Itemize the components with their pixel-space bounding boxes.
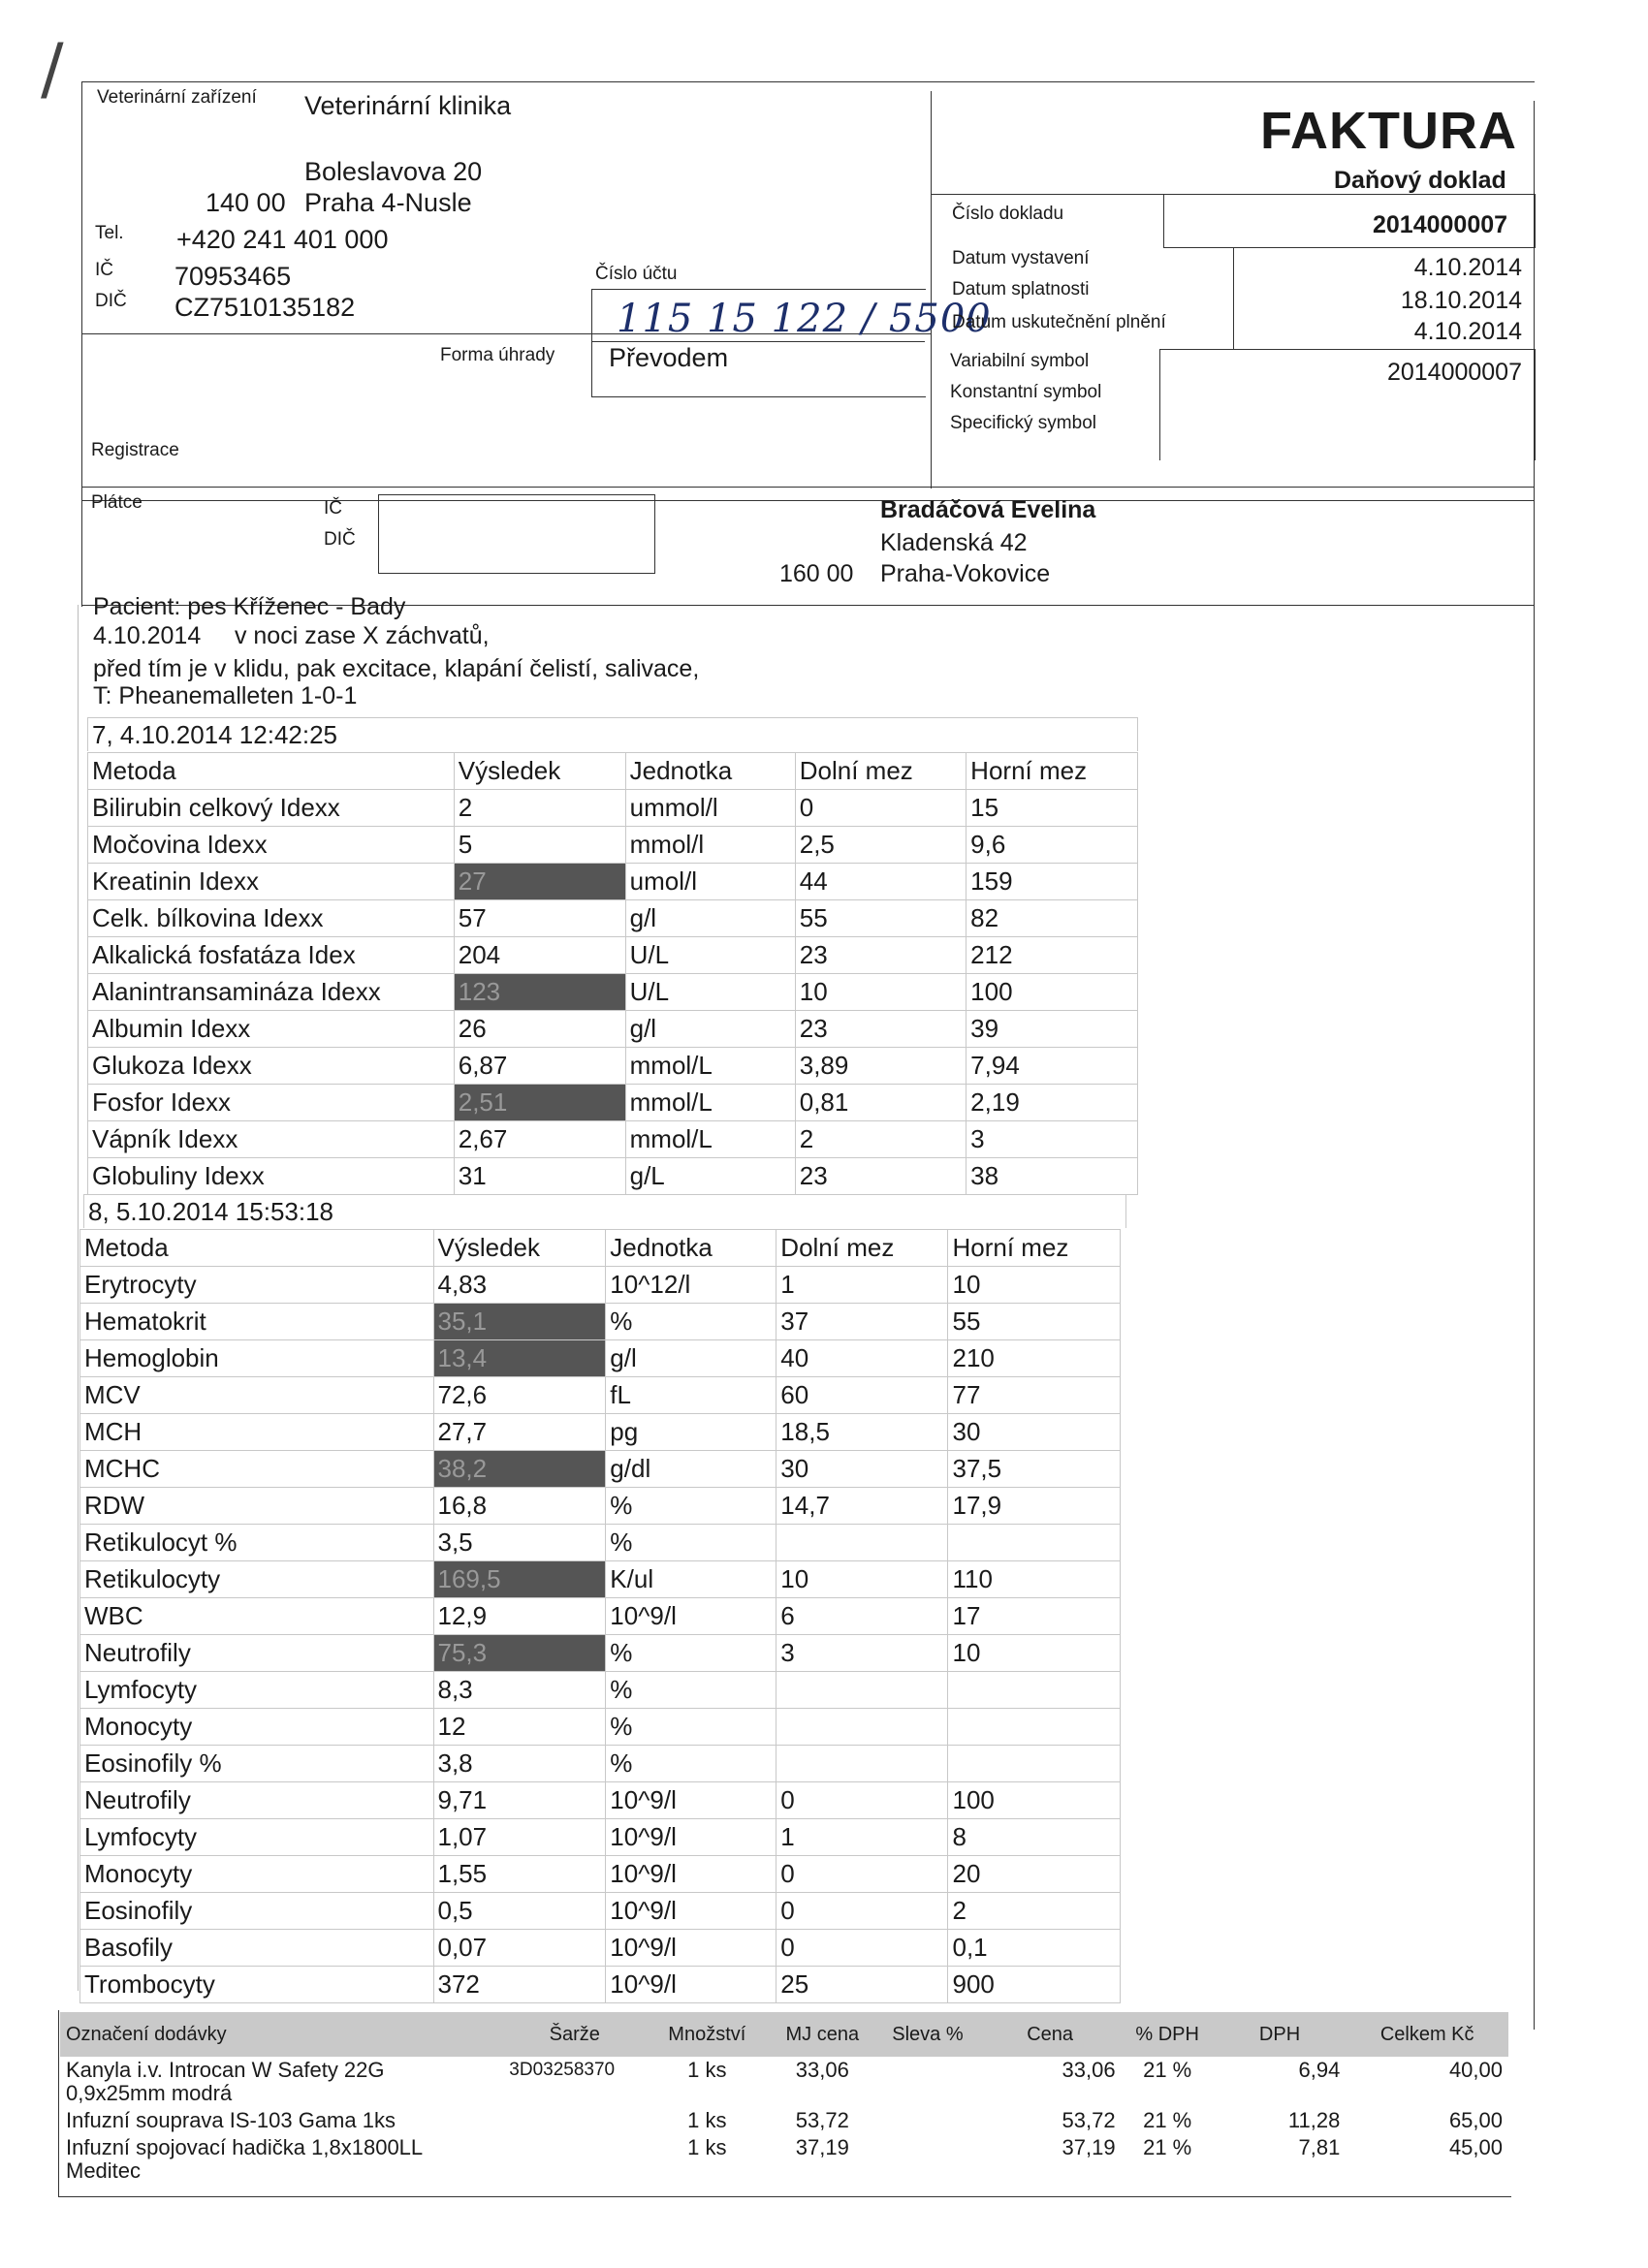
lab2-row: [80, 1267, 1121, 1304]
lab2-row: [80, 1967, 1121, 2003]
lab2-cell: [948, 1746, 1121, 1782]
items-header-cell: Celkem Kč: [1379, 2023, 1474, 2045]
item-batch-cell: [503, 2107, 646, 2134]
lab2-cell: %: [606, 1672, 776, 1709]
lab1-cell: Kreatinin Idexx: [88, 864, 455, 900]
lab1-cell: 3,89: [795, 1048, 966, 1085]
account-handwritten: 115 15 122 / 5500: [617, 297, 992, 341]
lab2-caption: 8, 5.10.2014 15:53:18: [83, 1194, 1126, 1228]
lab1-cell: Glukoza Idexx: [88, 1048, 455, 1085]
doc-no: 2014000007: [1373, 211, 1508, 238]
lab2-cell: [776, 1709, 948, 1746]
var-symbol-label: Variabilní symbol: [950, 351, 1090, 371]
lab2-cell: 8: [948, 1819, 1121, 1856]
lab2-cell: %: [606, 1488, 776, 1525]
lab2-result-cell: 9,71: [433, 1782, 606, 1819]
const-symbol-label: Konstantní symbol: [950, 382, 1102, 402]
doc-no-label: Číslo dokladu: [952, 204, 1064, 224]
item-vat-pct-cell: 21 %: [1143, 2108, 1192, 2132]
item-name-cell: [60, 2057, 503, 2107]
item-batch-cell: [503, 2134, 646, 2185]
lab2-cell: 20: [948, 1856, 1121, 1893]
payer-street: Kladenská 42: [880, 529, 1028, 556]
lab2-cell: Monocyty: [80, 1856, 434, 1893]
lab2-row: [80, 1930, 1121, 1967]
lab2-result-cell: 8,3: [433, 1672, 606, 1709]
page-mark: /: [41, 29, 64, 109]
lab2-header-cell: Jednotka: [606, 1230, 776, 1267]
lab2-cell: 6: [776, 1598, 948, 1635]
lab2-row: [80, 1635, 1121, 1672]
lab1-cell: Globuliny Idexx: [88, 1158, 455, 1195]
lab1-cell: 23: [795, 937, 966, 974]
lab2-cell: Lymfocyty: [80, 1819, 434, 1856]
item-total-cell: 45,00: [1448, 2135, 1503, 2159]
lab2-cell: Neutrofily: [80, 1635, 434, 1672]
lab2-cell: 10: [776, 1561, 948, 1598]
lab1-cell: Vápník Idexx: [88, 1121, 455, 1158]
lab1-result-cell: 5: [454, 827, 625, 864]
lab2-result-cell: 3,5: [433, 1525, 606, 1561]
lab2-result-cell: 13,4: [433, 1340, 606, 1377]
lab2-cell: 10^9/l: [606, 1782, 776, 1819]
lab2-cell: 17,9: [948, 1488, 1121, 1525]
item-row: [60, 2107, 1508, 2134]
item-row: [60, 2134, 1508, 2185]
item-name: Kanyla i.v. Introcan W Safety 22G: [66, 2058, 385, 2082]
lab2-cell: Lymfocyty: [80, 1672, 434, 1709]
lab2-cell: Neutrofily: [80, 1782, 434, 1819]
lab1-header-row: [88, 753, 1138, 790]
lab2-cell: g/dl: [606, 1451, 776, 1488]
lab1-cell: 159: [967, 864, 1138, 900]
lab2-row: [80, 1893, 1121, 1930]
lab2-row: [80, 1672, 1121, 1709]
lab2-cell: Erytrocyty: [80, 1267, 434, 1304]
lab1-cell: mmol/l: [625, 827, 795, 864]
invoice-title: FAKTURA: [1260, 102, 1517, 160]
lab2-cell: %: [606, 1709, 776, 1746]
item-price-cell: 53,72: [1062, 2108, 1116, 2132]
lab2-cell: MCV: [80, 1377, 434, 1414]
lab2-result-cell: 3,8: [433, 1746, 606, 1782]
supplier-name: Veterinární klinika: [304, 91, 512, 120]
lab2-cell: Eosinofily: [80, 1893, 434, 1930]
lab1-cell: 0: [795, 790, 966, 827]
lab2-row: [80, 1819, 1121, 1856]
item-qty-cell: 1 ks: [687, 2058, 727, 2082]
lab2-result-cell: 12: [433, 1709, 606, 1746]
lab2-cell: 10^9/l: [606, 1893, 776, 1930]
lab2-cell: 30: [776, 1451, 948, 1488]
item-price-cell: 33,06: [1062, 2058, 1116, 2082]
lab1-result-cell: 27: [454, 864, 625, 900]
lab1-cell: 38: [967, 1158, 1138, 1195]
lab1-result-cell: 57: [454, 900, 625, 937]
payer-city: Praha-Vokovice: [880, 560, 1051, 587]
history-note: 4.10.2014 v noci zase X záchvatů,: [93, 622, 490, 649]
lab2-cell: 18,5: [776, 1414, 948, 1451]
payer-name: Bradáčová Evelina: [880, 496, 1096, 523]
lab2-cell: fL: [606, 1377, 776, 1414]
lab2-cell: 0: [776, 1782, 948, 1819]
lab2-row: [80, 1377, 1121, 1414]
item-name-line2: 0,9x25mm modrá: [66, 2081, 233, 2105]
lab1-cell: Fosfor Idexx: [88, 1085, 455, 1121]
lab1-row: [88, 1048, 1138, 1085]
lab1-row: [88, 937, 1138, 974]
lab2-cell: 0: [776, 1930, 948, 1967]
lab1-row: [88, 790, 1138, 827]
payment-method: Převodem: [609, 343, 729, 372]
items-header-cell: Množství: [668, 2023, 746, 2045]
lab1-row: [88, 1085, 1138, 1121]
lab2-cell: 17: [948, 1598, 1121, 1635]
lab2-cell: 40: [776, 1340, 948, 1377]
issue-date: 4.10.2014: [1413, 254, 1522, 281]
item-unit-cell: 53,72: [795, 2108, 849, 2132]
lab1-cell: mmol/L: [625, 1048, 795, 1085]
lab2-cell: 10: [948, 1267, 1121, 1304]
due-label: Datum splatnosti: [952, 279, 1090, 299]
supplier-ic: 70953465: [174, 262, 292, 291]
lab1-result-cell: 6,87: [454, 1048, 625, 1085]
lab2-cell: %: [606, 1525, 776, 1561]
lab2-result-cell: 12,9: [433, 1598, 606, 1635]
lab2-cell: 900: [948, 1967, 1121, 2003]
lab1-row: [88, 1011, 1138, 1048]
lab1-result-cell: 26: [454, 1011, 625, 1048]
lab1-cell: 100: [967, 974, 1138, 1011]
item-total-cell: 65,00: [1448, 2108, 1503, 2132]
lab1-cell: 15: [967, 790, 1138, 827]
items-table: [60, 2012, 1508, 2185]
items-header-cell: Označení dodávky: [66, 2023, 227, 2045]
lab1-result-cell: 204: [454, 937, 625, 974]
lab1-row: [88, 864, 1138, 900]
lab2-result-cell: 16,8: [433, 1488, 606, 1525]
lab1-cell: 23: [795, 1158, 966, 1195]
lab2-row: [80, 1488, 1121, 1525]
lab1-caption: 7, 4.10.2014 12:42:25: [87, 717, 1138, 751]
lab2-cell: 10^9/l: [606, 1819, 776, 1856]
lab2-cell: Eosinofily %: [80, 1746, 434, 1782]
lab2-row: [80, 1304, 1121, 1340]
supplier-street: Boleslavova 20: [304, 157, 483, 186]
lab2-cell: 60: [776, 1377, 948, 1414]
lab2-cell: 10^9/l: [606, 1856, 776, 1893]
lab2-cell: Basofily: [80, 1930, 434, 1967]
item-batch-cell: 3D03258370: [509, 2060, 616, 2080]
lab2-cell: 10: [948, 1635, 1121, 1672]
lab1-cell: 2: [795, 1121, 966, 1158]
item-qty-cell: 1 ks: [687, 2108, 727, 2132]
lab1-header-cell: Horní mez: [967, 753, 1138, 790]
items-header-cell: Sleva %: [892, 2023, 964, 2045]
lab1-row: [88, 827, 1138, 864]
lab1-header-cell: Metoda: [88, 753, 455, 790]
lab2-row: [80, 1598, 1121, 1635]
payer-id-box: [378, 494, 655, 574]
lab2-result-cell: 372: [433, 1967, 606, 2003]
lab2-cell: 2: [948, 1893, 1121, 1930]
lab2-table: [79, 1229, 1121, 2003]
lab2-cell: 10^12/l: [606, 1267, 776, 1304]
lab2-result-cell: 75,3: [433, 1635, 606, 1672]
lab2-cell: 210: [948, 1340, 1121, 1377]
lab1-cell: 0,81: [795, 1085, 966, 1121]
lab2-cell: 37,5: [948, 1451, 1121, 1488]
lab2-cell: %: [606, 1746, 776, 1782]
lab2-result-cell: 35,1: [433, 1304, 606, 1340]
lab2-result-cell: 27,7: [433, 1414, 606, 1451]
items-header-cell: Šarže: [549, 2023, 600, 2045]
supplier-dic: CZ7510135182: [174, 293, 356, 322]
lab2-cell: [776, 1525, 948, 1561]
lab2-cell: 1: [776, 1267, 948, 1304]
lab2-cell: 110: [948, 1561, 1121, 1598]
lab1-result-cell: 2,51: [454, 1085, 625, 1121]
lab2-cell: Retikulocyt %: [80, 1525, 434, 1561]
item-name: Infuzní souprava IS-103 Gama 1ks: [66, 2108, 396, 2132]
lab2-cell: Hematokrit: [80, 1304, 434, 1340]
lab1-cell: 23: [795, 1011, 966, 1048]
lab2-cell: g/l: [606, 1340, 776, 1377]
lab2-header-cell: Dolní mez: [776, 1230, 948, 1267]
supplier-tel: +420 241 401 000: [176, 225, 389, 254]
lab1-table: [87, 752, 1138, 1195]
lab1-cell: g/l: [625, 1011, 795, 1048]
lab2-cell: 100: [948, 1782, 1121, 1819]
lab2-header-cell: Horní mez: [948, 1230, 1121, 1267]
lab1-cell: 9,6: [967, 827, 1138, 864]
lab2-cell: 10^9/l: [606, 1967, 776, 2003]
lab2-cell: Trombocyty: [80, 1967, 434, 2003]
item-total-cell: 40,00: [1448, 2058, 1503, 2082]
payer-zip: 160 00: [779, 560, 854, 587]
supplier-zip: 140 00: [206, 188, 286, 217]
tel-label: Tel.: [95, 223, 124, 243]
lab2-cell: Hemoglobin: [80, 1340, 434, 1377]
lab1-row: [88, 1158, 1138, 1195]
lab2-cell: 10^9/l: [606, 1930, 776, 1967]
lab1-result-cell: 2,67: [454, 1121, 625, 1158]
item-row: [60, 2057, 1508, 2107]
account-label: Číslo účtu: [595, 264, 678, 284]
lab2-cell: 0: [776, 1856, 948, 1893]
lab1-cell: Alanintransamináza Idexx: [88, 974, 455, 1011]
lab2-cell: [948, 1709, 1121, 1746]
item-vat-cell: 7,81: [1298, 2135, 1341, 2159]
symptoms-note: před tím je v klidu, pak excitace, klapání čelistí, salivace,: [93, 655, 700, 682]
ic-label: IČ: [95, 260, 113, 280]
item-disc-cell: [876, 2057, 979, 2107]
due-date: 18.10.2014: [1400, 287, 1522, 314]
item-unit-cell: 33,06: [795, 2058, 849, 2082]
lab1-cell: 2,19: [967, 1085, 1138, 1121]
lab2-cell: 10^9/l: [606, 1598, 776, 1635]
lab2-row: [80, 1709, 1121, 1746]
item-name: Infuzní spojovací hadička 1,8x1800LL: [66, 2135, 424, 2159]
lab2-row: [80, 1451, 1121, 1488]
item-vat-cell: 11,28: [1287, 2108, 1341, 2132]
lab1-cell: g/l: [625, 900, 795, 937]
lab2-cell: 55: [948, 1304, 1121, 1340]
issue-label: Datum vystavení: [952, 248, 1090, 268]
lab2-cell: [948, 1672, 1121, 1709]
lab1-cell: mmol/L: [625, 1121, 795, 1158]
lab1-cell: ummol/l: [625, 790, 795, 827]
item-unit-cell: 37,19: [795, 2135, 849, 2159]
lab1-cell: g/L: [625, 1158, 795, 1195]
lab2-result-cell: 38,2: [433, 1451, 606, 1488]
supplier-city: Praha 4-Nusle: [304, 188, 472, 217]
items-header-cell: % DPH: [1135, 2023, 1199, 2045]
var-symbol: 2014000007: [1386, 359, 1522, 386]
tax-date: 4.10.2014: [1413, 318, 1522, 345]
lab2-header-row: [80, 1230, 1121, 1267]
patient-note: Pacient: pes Kříženec - Bady: [93, 593, 406, 620]
taxdate-label: Datum uskutečnění plnění: [952, 312, 1166, 332]
lab1-cell: Močovina Idexx: [88, 827, 455, 864]
lab1-cell: 82: [967, 900, 1138, 937]
items-header-cell: Cena: [1027, 2023, 1074, 2045]
lab2-result-cell: 72,6: [433, 1377, 606, 1414]
lab2-cell: Retikulocyty: [80, 1561, 434, 1598]
lab2-row: [80, 1782, 1121, 1819]
lab1-header-cell: Výsledek: [454, 753, 625, 790]
item-disc-cell: [876, 2107, 979, 2134]
lab2-cell: %: [606, 1635, 776, 1672]
items-header-row: [60, 2012, 1508, 2057]
lab1-cell: Bilirubin celkový Idexx: [88, 790, 455, 827]
payer-dic-label: DIČ: [324, 529, 356, 550]
lab2-cell: K/ul: [606, 1561, 776, 1598]
lab2-cell: 0: [776, 1893, 948, 1930]
supplier-label: Veterinární zařízení: [97, 87, 257, 108]
lab2-cell: 1: [776, 1819, 948, 1856]
lab2-cell: 14,7: [776, 1488, 948, 1525]
lab1-row: [88, 900, 1138, 937]
item-qty-cell: 1 ks: [687, 2135, 727, 2159]
lab1-row: [88, 974, 1138, 1011]
item-name-line2: Meditec: [66, 2158, 142, 2183]
lab2-row: [80, 1746, 1121, 1782]
lab2-header-cell: Výsledek: [433, 1230, 606, 1267]
lab1-cell: umol/l: [625, 864, 795, 900]
item-price-cell: 37,19: [1062, 2135, 1116, 2159]
lab2-cell: Monocyty: [80, 1709, 434, 1746]
lab2-cell: 37: [776, 1304, 948, 1340]
lab2-result-cell: 169,5: [433, 1561, 606, 1598]
lab1-cell: 2,5: [795, 827, 966, 864]
spec-symbol-label: Specifický symbol: [950, 413, 1096, 433]
lab1-result-cell: 123: [454, 974, 625, 1011]
lab2-result-cell: 1,07: [433, 1819, 606, 1856]
lab2-result-cell: 0,07: [433, 1930, 606, 1967]
lab2-result-cell: 1,55: [433, 1856, 606, 1893]
lab2-row: [80, 1561, 1121, 1598]
lab1-header-cell: Jednotka: [625, 753, 795, 790]
lab2-row: [80, 1340, 1121, 1377]
lab1-cell: 39: [967, 1011, 1138, 1048]
dic-label: DIČ: [95, 291, 127, 311]
lab2-cell: [776, 1672, 948, 1709]
lab1-cell: 7,94: [967, 1048, 1138, 1085]
lab2-cell: 0,1: [948, 1930, 1121, 1967]
lab1-cell: Albumin Idexx: [88, 1011, 455, 1048]
payer-label: Plátce: [91, 492, 143, 513]
item-vat-pct-cell: 21 %: [1143, 2135, 1192, 2159]
lab2-cell: 77: [948, 1377, 1121, 1414]
items-header-cell: MJ cena: [785, 2023, 860, 2045]
lab1-result-cell: 31: [454, 1158, 625, 1195]
payment-label: Forma úhrady: [440, 345, 555, 365]
lab1-header-cell: Dolní mez: [795, 753, 966, 790]
lab2-row: [80, 1856, 1121, 1893]
lab1-result-cell: 2: [454, 790, 625, 827]
lab2-header-cell: Metoda: [80, 1230, 434, 1267]
invoice-subtitle: Daňový doklad: [1334, 167, 1506, 194]
lab2-cell: WBC: [80, 1598, 434, 1635]
lab2-cell: pg: [606, 1414, 776, 1451]
lab2-result-cell: 4,83: [433, 1267, 606, 1304]
payer-ic-label: IČ: [324, 498, 342, 519]
lab1-cell: 10: [795, 974, 966, 1011]
lab2-cell: [776, 1746, 948, 1782]
lab2-cell: MCH: [80, 1414, 434, 1451]
lab1-cell: 3: [967, 1121, 1138, 1158]
item-name-cell: [60, 2134, 503, 2185]
lab2-cell: %: [606, 1304, 776, 1340]
lab1-cell: U/L: [625, 937, 795, 974]
lab2-cell: RDW: [80, 1488, 434, 1525]
lab2-row: [80, 1525, 1121, 1561]
lab2-cell: MCHC: [80, 1451, 434, 1488]
lab2-cell: 25: [776, 1967, 948, 2003]
lab2-cell: 3: [776, 1635, 948, 1672]
lab2-result-cell: 0,5: [433, 1893, 606, 1930]
treatment-note: T: Pheanemalleten 1-0-1: [93, 682, 358, 709]
lab1-row: [88, 1121, 1138, 1158]
lab1-cell: Alkalická fosfatáza Idex: [88, 937, 455, 974]
lab1-cell: 55: [795, 900, 966, 937]
item-vat-cell: 6,94: [1298, 2058, 1341, 2082]
lab1-cell: 44: [795, 864, 966, 900]
lab1-cell: 212: [967, 937, 1138, 974]
lab1-cell: mmol/L: [625, 1085, 795, 1121]
lab1-cell: U/L: [625, 974, 795, 1011]
item-vat-pct-cell: 21 %: [1143, 2058, 1192, 2082]
lab1-cell: Celk. bílkovina Idexx: [88, 900, 455, 937]
item-name-cell: [60, 2107, 503, 2134]
lab2-row: [80, 1414, 1121, 1451]
lab2-cell: [948, 1525, 1121, 1561]
items-header-cell: DPH: [1258, 2023, 1301, 2045]
item-disc-cell: [876, 2134, 979, 2185]
registration-label: Registrace: [91, 440, 179, 460]
lab2-cell: 30: [948, 1414, 1121, 1451]
